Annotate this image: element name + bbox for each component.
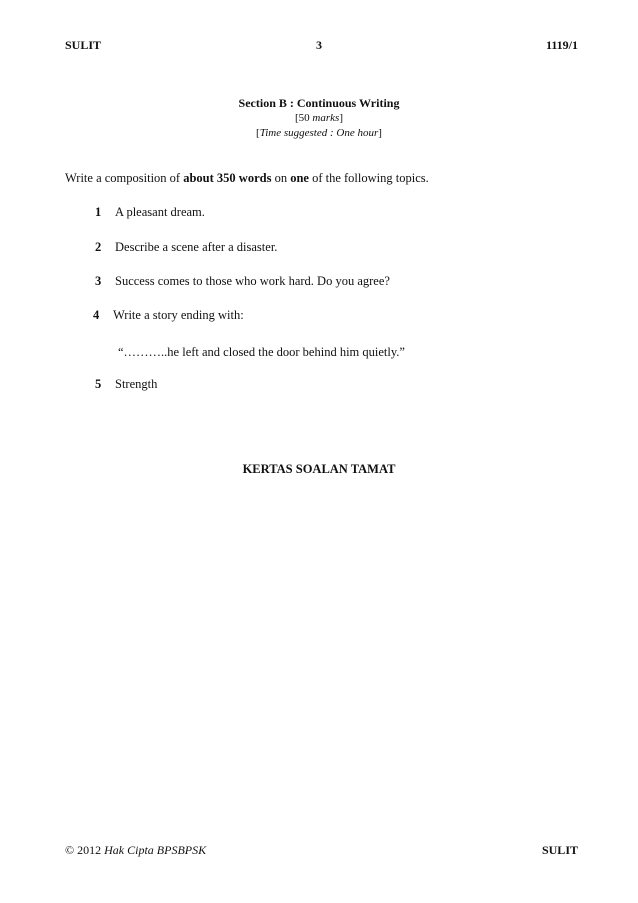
instruction: Write a composition of about 350 words on one of the following topics. (65, 171, 429, 185)
topic-number: 5 (95, 377, 102, 391)
section-time: [Time suggested : One hour] (256, 127, 382, 139)
topic-number: 4 (93, 308, 100, 322)
header-left-label: SULIT (65, 38, 102, 52)
topic-text: A pleasant dream. (115, 205, 205, 219)
topic-text: Strength (115, 377, 158, 391)
page-number: 3 (316, 38, 322, 52)
section-marks: [50 marks] (295, 112, 343, 124)
topic-item (95, 377, 157, 392)
footer-copyright: © 2012 Hak Cipta BPSBPSK (65, 843, 207, 857)
end-of-paper-label: KERTAS SOALAN TAMAT (242, 462, 396, 476)
topic-item (93, 308, 244, 323)
section-title: Section B : Continuous Writing (238, 96, 400, 110)
topic-text: Write a story ending with: (113, 308, 244, 322)
topic-item (95, 205, 205, 220)
topic-item (95, 274, 390, 289)
footer-right-label: SULIT (541, 843, 578, 857)
topic-number: 2 (95, 240, 102, 254)
topic-text: Describe a scene after a disaster. (115, 240, 278, 254)
topic-number: 3 (95, 274, 102, 288)
story-ending-quote: “………..he left and closed the door behind him quietly.” (118, 345, 405, 359)
topic-text: Success comes to those who work hard. Do you agree? (115, 274, 390, 288)
topic-item (95, 240, 277, 255)
paper-code: 1119/1 (545, 38, 578, 52)
topic-number: 1 (95, 205, 102, 219)
